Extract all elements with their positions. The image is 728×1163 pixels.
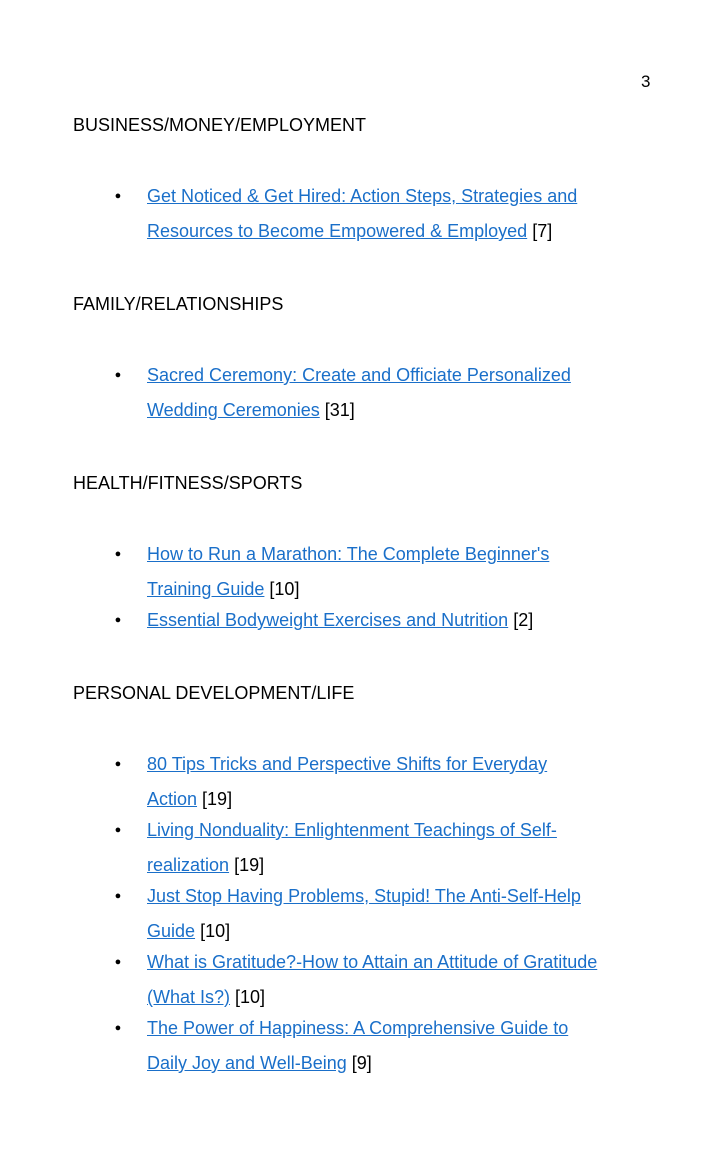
section-heading: BUSINESS/MONEY/EMPLOYMENT xyxy=(73,115,367,135)
bullet-icon: ● xyxy=(114,1022,122,1034)
list-item xyxy=(73,813,673,883)
review-count: [10] xyxy=(235,987,266,1007)
review-count: [2] xyxy=(513,610,534,630)
bullet-icon: ● xyxy=(114,758,122,770)
section-heading: PERSONAL DEVELOPMENT/LIFE xyxy=(73,683,355,703)
review-count: [31] xyxy=(324,400,355,420)
book-list xyxy=(73,747,673,1081)
book-list xyxy=(73,358,673,428)
bullet-icon: ● xyxy=(114,956,122,968)
book-title-link[interactable]: Resources to Become Empowered & Employed xyxy=(147,221,528,241)
book-title-link[interactable]: Wedding Ceremonies xyxy=(147,400,320,420)
book-title-link[interactable]: Essential Bodyweight Exercises and Nutrition xyxy=(147,610,509,630)
book-title-link[interactable]: Daily Joy and Well-Being xyxy=(147,1053,347,1073)
section-heading: HEALTH/FITNESS/SPORTS xyxy=(73,473,303,493)
review-count: [10] xyxy=(200,921,231,941)
book-title-link[interactable]: Just Stop Having Problems, Stupid! The Anti-Self-Help xyxy=(147,886,581,906)
book-title-link[interactable]: Get Noticed & Get Hired: Action Steps, Strategies and xyxy=(147,186,578,206)
book-title-link[interactable]: Living Nonduality: Enlightenment Teachings of Self- xyxy=(147,820,557,840)
review-count: [7] xyxy=(532,221,553,241)
book-title-link[interactable]: Training Guide xyxy=(147,579,265,599)
page-number: 3 xyxy=(641,72,651,91)
book-catalog xyxy=(73,113,673,1124)
list-item xyxy=(73,1011,673,1081)
section-heading: FAMILY/RELATIONSHIPS xyxy=(73,294,284,314)
review-count: [10] xyxy=(269,579,300,599)
list-item xyxy=(73,358,673,428)
list-item xyxy=(73,537,673,607)
book-title-link[interactable]: Guide xyxy=(147,921,196,941)
book-title-link[interactable]: Sacred Ceremony: Create and Officiate Personalized xyxy=(147,365,571,385)
bullet-icon: ● xyxy=(114,890,122,902)
list-item xyxy=(73,179,673,249)
book-list xyxy=(73,179,673,249)
bullet-icon: ● xyxy=(114,824,122,836)
bullet-icon: ● xyxy=(114,548,122,560)
list-item xyxy=(73,747,673,817)
book-title-link[interactable]: Action xyxy=(147,789,198,809)
bullet-icon: ● xyxy=(114,369,122,381)
list-item xyxy=(73,879,673,949)
list-item xyxy=(73,603,673,638)
book-title-link[interactable]: How to Run a Marathon: The Complete Beginner's xyxy=(147,544,550,564)
book-title-link[interactable]: The Power of Happiness: A Comprehensive Guide to xyxy=(147,1018,569,1038)
review-count: [9] xyxy=(351,1053,372,1073)
book-title-link[interactable]: What is Gratitude?-How to Attain an Attitude of Gratitude xyxy=(147,952,598,972)
bullet-icon: ● xyxy=(114,614,122,626)
bullet-icon: ● xyxy=(114,190,122,202)
review-count: [19] xyxy=(234,855,265,875)
book-title-link[interactable]: 80 Tips Tricks and Perspective Shifts for Everyday xyxy=(147,754,548,774)
review-count: [19] xyxy=(202,789,233,809)
list-item xyxy=(73,945,673,1015)
book-title-link[interactable]: realization xyxy=(147,855,230,875)
book-list xyxy=(73,537,673,638)
book-title-link[interactable]: (What Is?) xyxy=(147,987,231,1007)
